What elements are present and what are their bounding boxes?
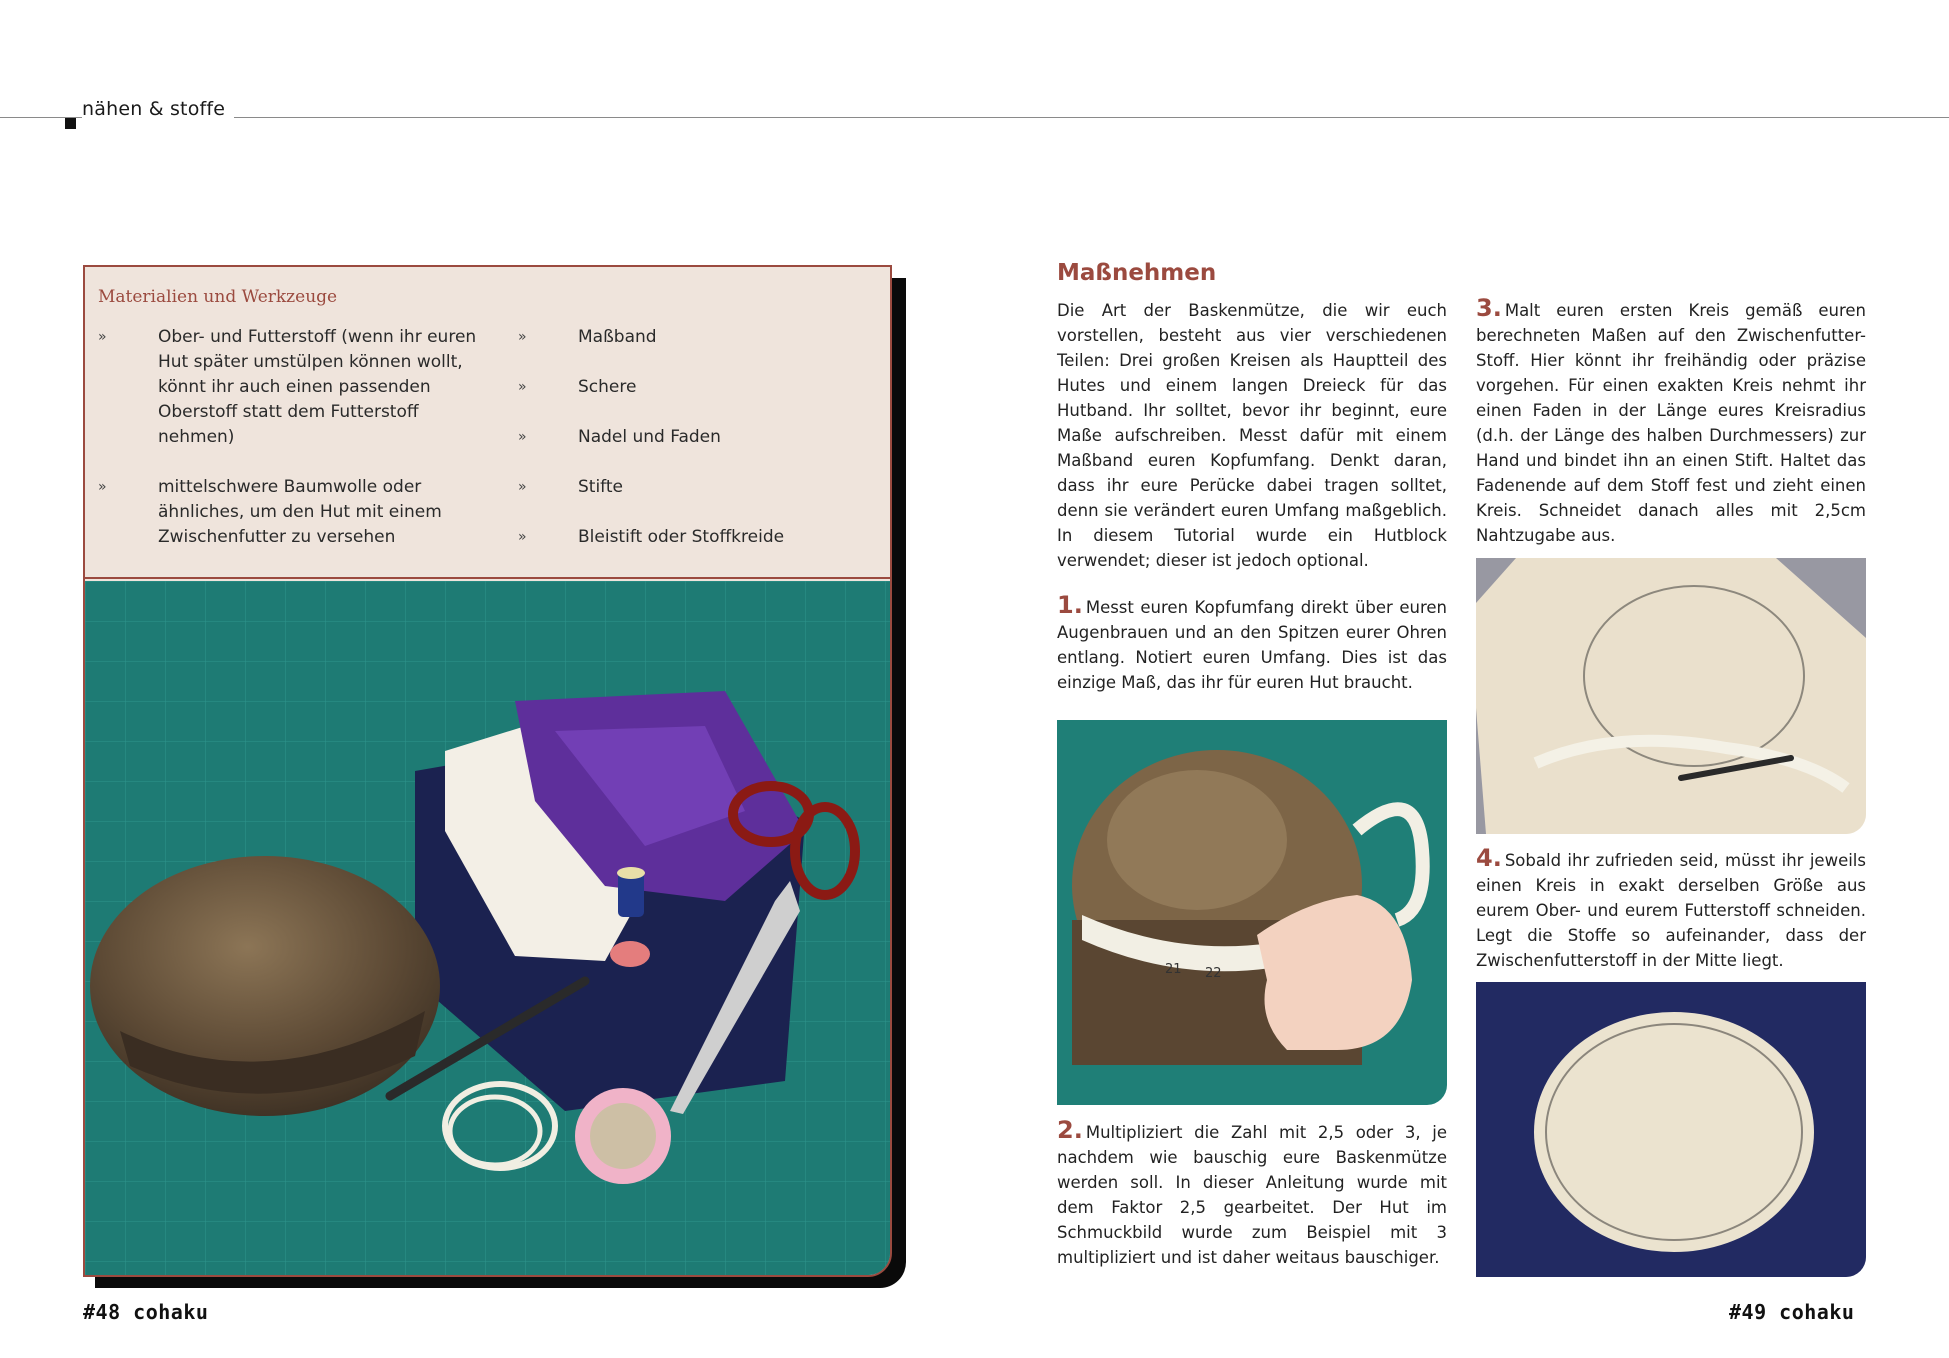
header-rule bbox=[0, 117, 1949, 118]
materials-item: » Stifte bbox=[518, 477, 623, 497]
cut-circle-photo bbox=[1476, 982, 1866, 1277]
drawn-circle-photo bbox=[1476, 558, 1866, 834]
tape-mark: 21 bbox=[1165, 962, 1182, 977]
materials-list-left bbox=[98, 325, 488, 575]
folio-left: #48 cohaku bbox=[83, 1300, 209, 1324]
materials-item: » Ober- und Futterstoff (wenn ihr euren Hut später umstülpen können wollt, könnt ihr auch einen passenden Oberstoff statt dem Futterstoff nehmen) bbox=[98, 327, 477, 447]
article-title: Maßnehmen bbox=[1057, 260, 1217, 286]
header-square-marker bbox=[65, 118, 76, 129]
step-2: 2. Multipliziert die Zahl mit 2,5 oder 3, je nachdem wie bauschig eure Baskenmütze werden soll. In dieser Anleitung wurde mit dem Faktor 2,5 gearbeitet. Der Hut im Schmuckbild wurde zum Beispiel mit 3 multipliziert und ist daher weitaus bauschiger. bbox=[1057, 1116, 1447, 1267]
materials-box bbox=[85, 267, 890, 579]
step-3: 3. Malt euren ersten Kreis gemäß euren berechneten Maßen auf den Zwischenfutter-Stoff. Hier könnt ihr freihändig oder präzise vorgehen. Für einen exakten Kreis nehmt ihr einen Faden in der Länge eures Kreisradius (d.h. der Länge des halben Durchmessers) zur Hand und bindet ihn an einen Stift. Haltet das Fadenende auf dem Stoff fest und zieht einen Kreis. Schneidet danach alles mit 2,5cm Nahtzugabe aus. bbox=[1476, 294, 1866, 545]
step-1: 1. Messt euren Kopfumfang direkt über euren Augenbrauen und an den Spitzen eurer Ohren entlang. Notiert euren Umfang. Dies ist das einzige Maß, das ihr für euren Hut braucht. bbox=[1057, 591, 1447, 692]
section-title: nähen & stoffe bbox=[82, 98, 234, 120]
materials-title: Materialien und Werkzeuge bbox=[98, 287, 338, 307]
article-intro: Die Art der Baskenmütze, die wir euch vorstellen, besteht aus vier verschiedenen Teilen: Drei großen Kreisen als Hauptteil des Hutes und einem langen Dreieck für das Hutband. Ihr solltet, bevor ihr beginnt, eure Maße aufschreiben. Messt dafür mit einem Maßband euren Kopfumfang. Denkt daran, dass ihr eure Perücke dabei tragen solltet, denn sie verändert euren Umfang maßgeblich. In diesem Tutorial wurde ein Hutblock verwendet; dieser ist jedoch optional. bbox=[1057, 301, 1447, 570]
materials-item: » Bleistift oder Stoffkreide bbox=[518, 527, 785, 547]
step-4: 4. Sobald ihr zufrieden seid, müsst ihr jeweils einen Kreis in exakt derselben Größe aus eurem Ober- und eurem Futterstoff schneiden. Legt die Stoffe so aufeinander, dass der Zwischenfutterstoff in der Mitte liegt. bbox=[1476, 844, 1866, 970]
materials-item: » Maßband bbox=[518, 327, 657, 347]
materials-item: » mittelschwere Baumwolle oder ähnliches, um den Hut mit einem Zwischenfutter zu versehen bbox=[98, 477, 442, 547]
materials-list-right bbox=[518, 325, 848, 575]
materials-panel bbox=[83, 265, 892, 1277]
materials-item: » Nadel und Faden bbox=[518, 427, 721, 447]
hat-block-measuring-photo bbox=[1057, 720, 1447, 1105]
tape-mark: 22 bbox=[1205, 966, 1222, 981]
materials-photo bbox=[85, 581, 890, 1275]
materials-item: » Schere bbox=[518, 377, 637, 397]
folio-right: #49 cohaku bbox=[1729, 1300, 1855, 1324]
